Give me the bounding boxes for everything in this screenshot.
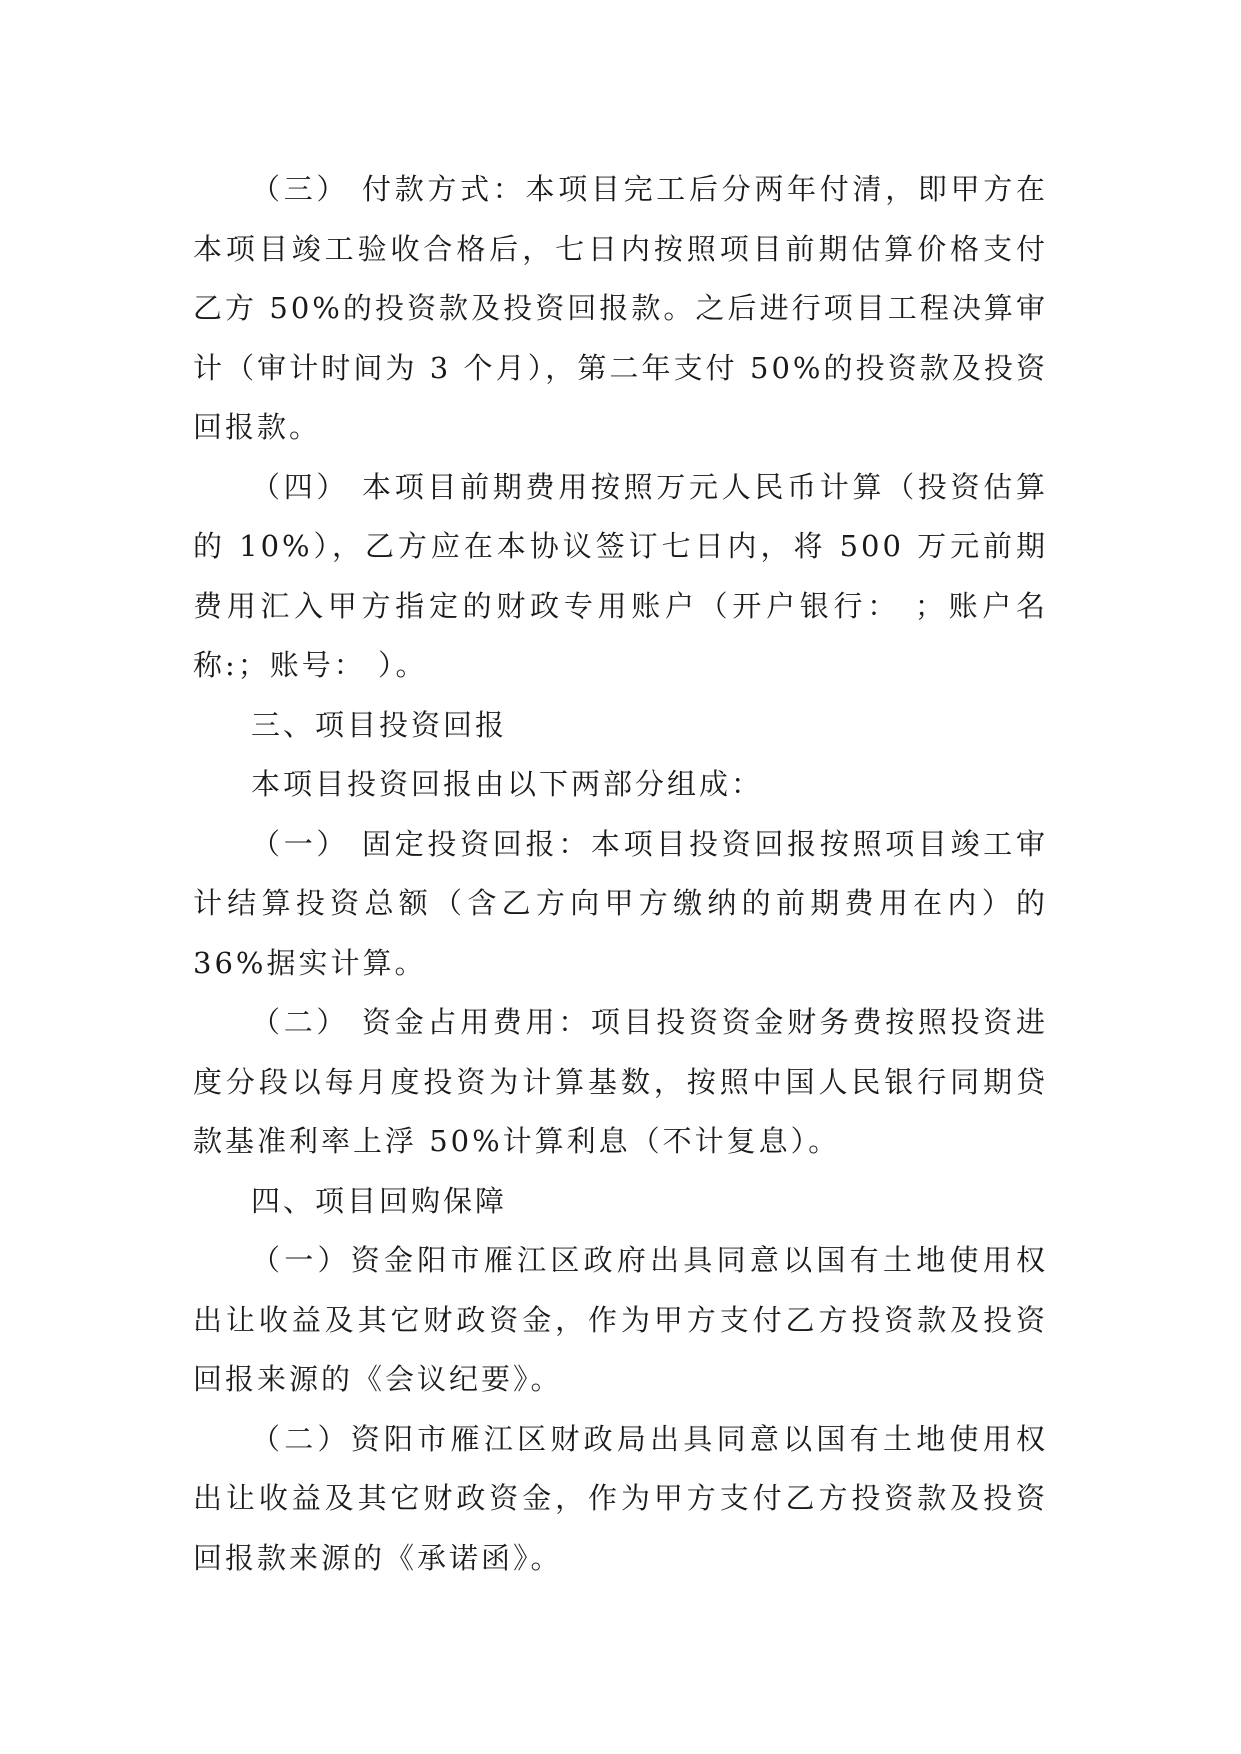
document-body bbox=[193, 160, 1048, 1588]
paragraph-commitment-letter: （二）资阳市雁江区财政局出具同意以国有土地使用权出让收益及其它财政资金，作为甲方支付乙方投资款及投资回报款来源的《承诺函》。 bbox=[193, 1421, 1048, 1575]
paragraph-preliminary-fees: （四） 本项目前期费用按照万元人民币计算（投资估算的 10%），乙方应在本协议签订七日内，将 500 万元前期费用汇入甲方指定的财政专用账户（开户银行： ；账户名称:；账号： ）。 bbox=[193, 469, 1048, 682]
paragraph-payment-method: （三） 付款方式：本项目完工后分两年付清，即甲方在本项目竣工验收合格后，七日内按照项目前期估算价格支付乙方 50%的投资款及投资回报款。之后进行项目工程决算审计（审计时间为 3 个月），第二年支付 50%的投资款及投资回报款。 bbox=[193, 172, 1048, 444]
paragraph-fixed-return: （一） 固定投资回报：本项目投资回报按照项目竣工审计结算投资总额（含乙方向甲方缴纳的前期费用在内）的 36%据实计算。 bbox=[193, 826, 1048, 980]
paragraph-return-composition: 本项目投资回报由以下两部分组成： bbox=[251, 767, 764, 801]
section-heading-investment-return: 三、项目投资回报 bbox=[251, 707, 508, 742]
paragraph-capital-occupation-fee: （二） 资金占用费用：项目投资资金财务费按照投资进度分段以每月度投资为计算基数，按照中国人民银行同期贷款基准利率上浮 50%计算利息（不计复息）。 bbox=[193, 1005, 1048, 1158]
paragraph-meeting-minutes: （一）资金阳市雁江区政府出具同意以国有土地使用权出让收益及其它财政资金，作为甲方支付乙方投资款及投资回报来源的《会议纪要》。 bbox=[193, 1243, 1048, 1396]
section-heading-buyback-guarantee: 四、项目回购保障 bbox=[251, 1183, 508, 1218]
